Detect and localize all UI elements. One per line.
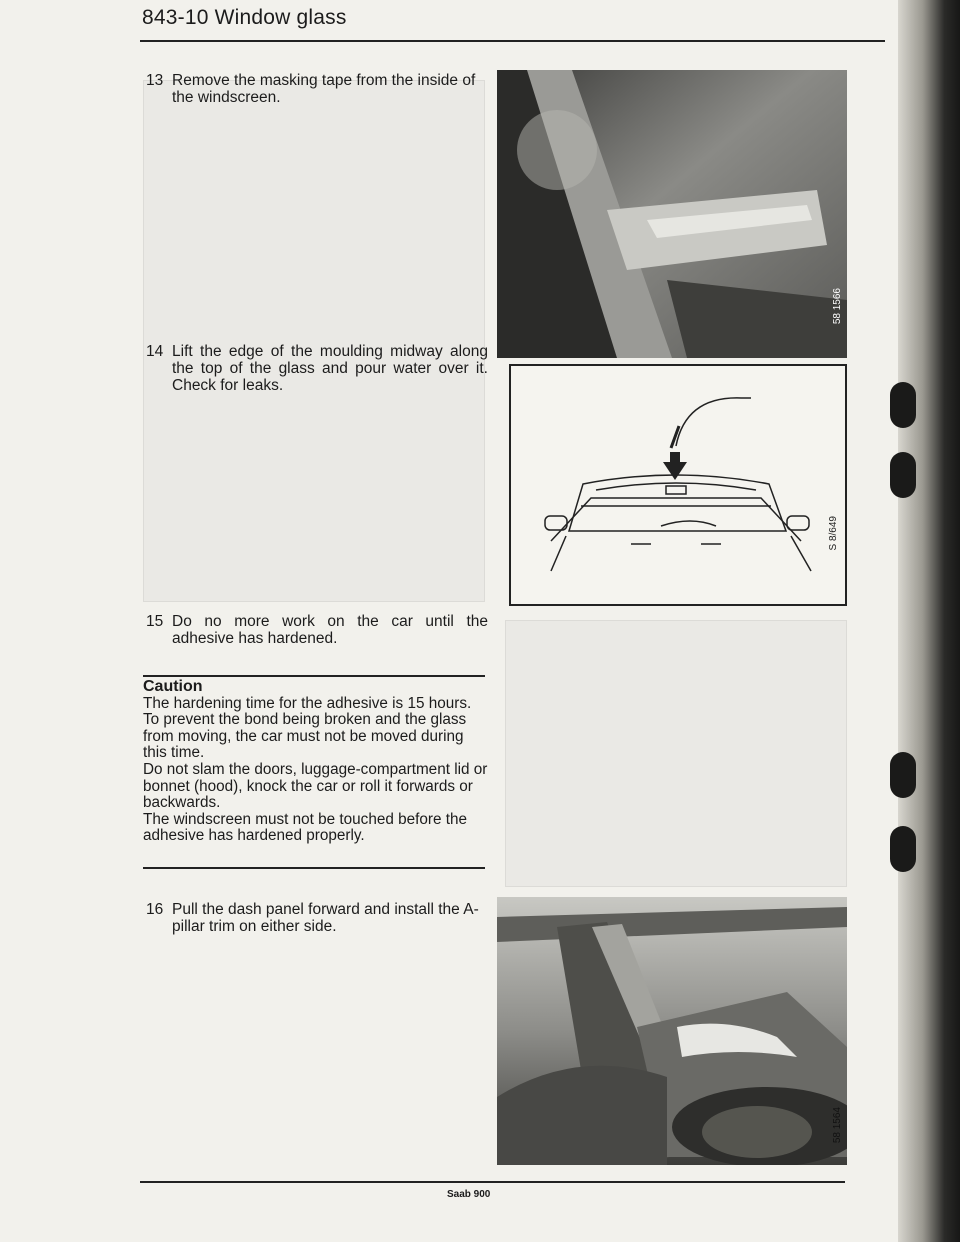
binder-tab	[890, 752, 916, 798]
figure-code: 58 1564	[832, 1107, 843, 1144]
step-text: Do no more work on the car until the adhesive has hardened.	[172, 613, 488, 647]
photo-a-pillar-trim	[497, 897, 847, 1165]
step-text: Lift the edge of the moulding midway along the top of the glass and pour water over it. Check for leaks.	[172, 343, 488, 394]
step-number: 16	[146, 901, 164, 918]
binder-edge	[898, 0, 960, 1242]
step-number: 15	[146, 613, 164, 630]
step-text: Remove the masking tape from the inside of the windscreen.	[172, 72, 476, 106]
step-text: Pull the dash panel forward and install the A-pillar trim on either side.	[172, 901, 479, 935]
show-through-area-left	[143, 80, 485, 602]
show-through-area-right	[505, 620, 847, 887]
step-number: 13	[146, 72, 164, 89]
caution-heading: Caution	[143, 678, 203, 695]
step-14	[146, 343, 488, 394]
caution-top-rule	[143, 675, 485, 677]
footer-divider	[140, 1181, 845, 1183]
footer-model: Saab 900	[447, 1189, 491, 1200]
page-title: 843-10 Window glass	[142, 6, 347, 29]
photo-windscreen-interior	[497, 70, 847, 358]
step-number: 14	[146, 343, 164, 360]
caution-line: Do not slam the doors, luggage-compartment lid or bonnet (hood), knock the car or roll it forwards or backwards.	[143, 760, 488, 812]
caution-line: The windscreen must not be touched before the adhesive has hardened properly.	[143, 810, 467, 845]
figure-code: 58 1566	[832, 288, 843, 325]
step-16	[146, 901, 488, 935]
caution-box	[143, 679, 488, 845]
figure-code: S 8/649	[828, 516, 839, 551]
binder-tab	[890, 382, 916, 428]
diagram-windscreen-water-test	[509, 364, 847, 606]
header-divider	[140, 40, 885, 42]
binder-tab	[890, 452, 916, 498]
caution-line: The hardening time for the adhesive is 15 hours. To prevent the bond being broken and the glass from moving, the car must not be moved during this time.	[143, 694, 472, 762]
step-13	[146, 72, 488, 106]
caution-bottom-rule	[143, 867, 485, 869]
binder-tab	[890, 826, 916, 872]
step-15	[146, 613, 488, 647]
